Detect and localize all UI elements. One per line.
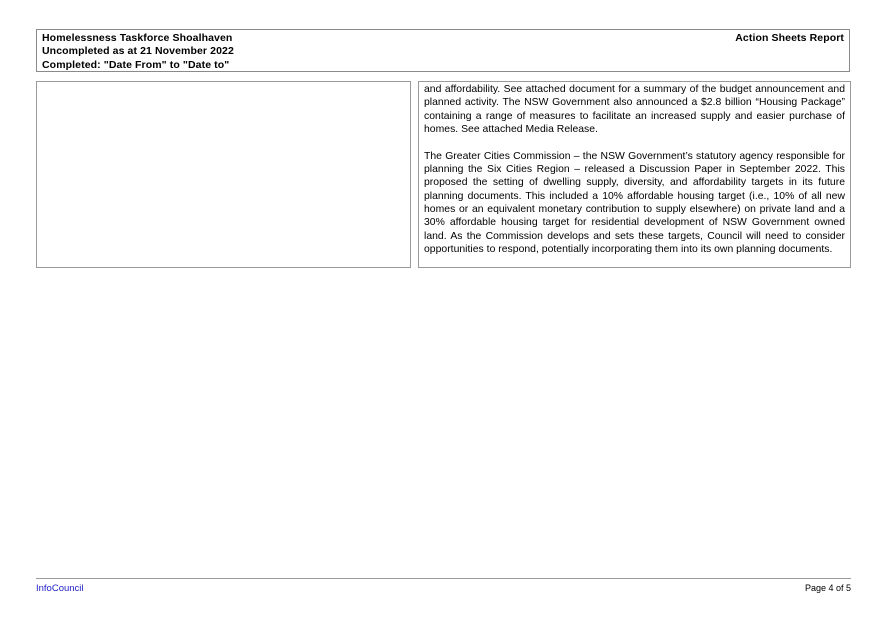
report-name: Action Sheets Report — [735, 32, 844, 44]
report-status-line: Uncompleted as at 21 November 2022 — [42, 45, 234, 58]
report-completed-line: Completed: "Date From" to "Date to" — [42, 58, 230, 71]
body-paragraph: and affordability. See attached document for a summary of the budget announcement and planned activity. The NSW Government also announced a $2.8 billion “Housing Package” containing a range of measures to facilitate an increased supply and easier purchase of homes. See attached Media Release. — [424, 84, 845, 136]
report-header-inner — [37, 30, 849, 71]
table-cell-left-empty — [36, 81, 411, 268]
footer-brand-link[interactable]: InfoCouncil — [36, 583, 84, 594]
report-header-titles — [42, 32, 602, 72]
report-title: Homelessness Taskforce Shoalhaven — [42, 32, 233, 44]
footer-page-number: Page 4 of 5 — [804, 583, 851, 593]
report-header-box — [36, 29, 850, 72]
content-table — [36, 81, 851, 268]
footer-divider — [36, 578, 851, 579]
table-cell-right-text — [418, 81, 851, 268]
page-footer — [36, 578, 851, 600]
body-paragraph: The Greater Cities Commission – the NSW Government’s statutory agency responsible for planning the Six Cities Region – released a Discussion Paper in September 2022. This proposed the setting of dwelling supply, diversity, and affordability targets in its future planning documents. This included a 10% affordable housing target (i.e., 10% of all new homes or an equivalent monetary contribution to supply elsewhere) on private land and a 30% affordable housing target for residential development of NSW Government owned land. As the Commission develops and sets these targets, Council will need to consider opportunities to respond, potentially incorporating them into its own planning documents. — [424, 150, 845, 256]
